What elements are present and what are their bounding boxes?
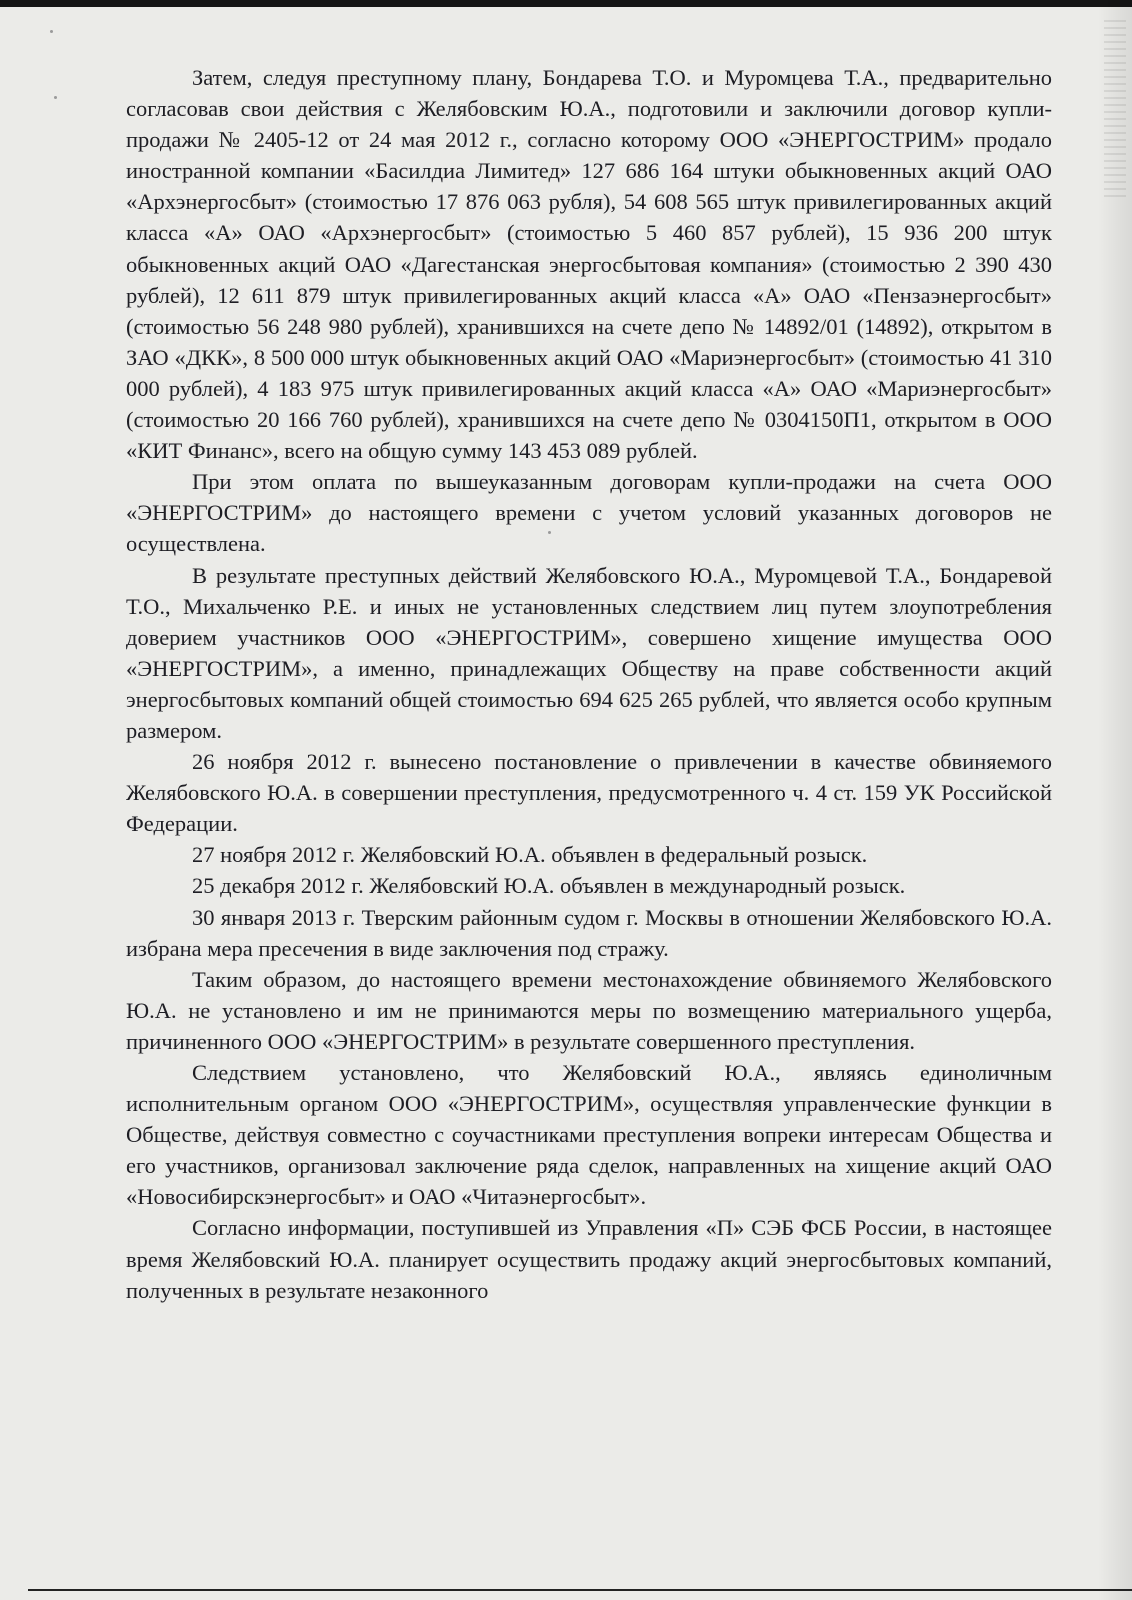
paragraph-fsb-information: Согласно информации, поступившей из Управления «П» СЭБ ФСБ России, в настоящее время Желябовский Ю.А. планирует осуществить продажу акций энергосбытовых компаний, полученных в результате незаконного bbox=[126, 1215, 1052, 1303]
paragraph-federal-search: 27 ноября 2012 г. Желябовский Ю.А. объявлен в федеральный розыск. bbox=[192, 842, 868, 868]
paragraph-embezzlement: В результате преступных действий Желябовского Ю.А., Муромцевой Т.А., Бондаревой Т.О., Михальченко Р.Е. и иных не установленных следствием лиц путем злоупотребления доверием участников ООО «ЭНЕРГОСТРИМ», совершено хищение имущества ООО «ЭНЕРГОСТРИМ», а именно, принадлежащих Обществу на праве собственности акций энергосбытовых компаний общей стоимостью 694 625 265 рублей, что является особо крупным размером. bbox=[126, 562, 1052, 743]
scan-speck bbox=[54, 96, 57, 99]
paragraph-whereabouts: Таким образом, до настоящего времени местонахождение обвиняемого Желябовского Ю.А. не установлено и им не принимаются меры по возмещению материального ущерба, причиненного ООО «ЭНЕРГОСТРИМ» в результате совершенного преступления. bbox=[126, 966, 1052, 1054]
scan-right-shade bbox=[1098, 0, 1132, 1600]
scan-edge-marks bbox=[1104, 20, 1126, 200]
scan-top-edge bbox=[0, 0, 1132, 7]
document-body bbox=[126, 62, 1052, 1306]
page-bottom-rule bbox=[28, 1589, 1132, 1591]
paragraph-payment-status: При этом оплата по вышеуказанным договорам купли-продажи на счета ООО «ЭНЕРГОСТРИМ» до настоящего времени с учетом условий указанных договоров не осуществлена. bbox=[126, 469, 1052, 557]
paragraph-investigation-findings: Следствием установлено, что Желябовский Ю.А., являясь единоличным исполнительным органом ООО «ЭНЕРГОСТРИМ», осуществляя управленческие функции в Обществе, действуя совместно с соучастниками преступления вопреки интересам Общества и его участников, организовал заключение ряда сделок, направленных на хищение акций ОАО «Новосибирскэнергосбыт» и ОАО «Читаэнергосбыт». bbox=[126, 1060, 1052, 1210]
paragraph-sale-agreement: Затем, следуя преступному плану, Бондарева Т.О. и Муромцева Т.А., предварительно согласовав свои действия с Желябовским Ю.А., подготовили и заключили договор купли-продажи № 2405-12 от 24 мая 2012 г., согласно которому ООО «ЭНЕРГОСТРИМ» продало иностранной компании «Басилдиа Лимитед» 127 686 164 штуки обыкновенных акций ОАО «Архэнергосбыт» (стоимостью 17 876 063 рубля), 54 608 565 штук привилегированных акций класса «А» ОАО «Архэнергосбыт» (стоимостью 5 460 857 рублей), 15 936 200 штук обыкновенных акций ОАО «Дагестанская энергосбытовая компания» (стоимостью 2 390 430 рублей), 12 611 879 штук привилегированных акций класса «А» ОАО «Пензаэнергосбыт» (стоимостью 56 248 980 рублей), хранившихся на счете депо № 14892/01 (14892), открытом в ЗАО «ДКК», 8 500 000 штук обыкновенных акций ОАО «Мариэнергосбыт» (стоимостью 41 310 000 рублей), 4 183 975 штук привилегированных акций класса «А» ОАО «Мариэнергосбыт» (стоимостью 20 166 760 рублей), хранившихся на счете депо № 0304150П1, открытом в ООО «КИТ Финанс», всего на общую сумму 143 453 089 рублей. bbox=[126, 65, 1052, 464]
paragraph-detention: 30 января 2013 г. Тверским районным судом г. Москвы в отношении Желябовского Ю.А. избрана мера пресечения в виде заключения под стражу. bbox=[126, 904, 1052, 961]
scan-speck bbox=[50, 30, 53, 33]
paragraph-charge: 26 ноября 2012 г. вынесено постановление о привлечении в качестве обвиняемого Желябовского Ю.А. в совершении преступления, предусмотренного ч. 4 ст. 159 УК Российской Федерации. bbox=[126, 749, 1052, 837]
paragraph-international-search: 25 декабря 2012 г. Желябовский Ю.А. объявлен в международный розыск. bbox=[192, 873, 906, 899]
